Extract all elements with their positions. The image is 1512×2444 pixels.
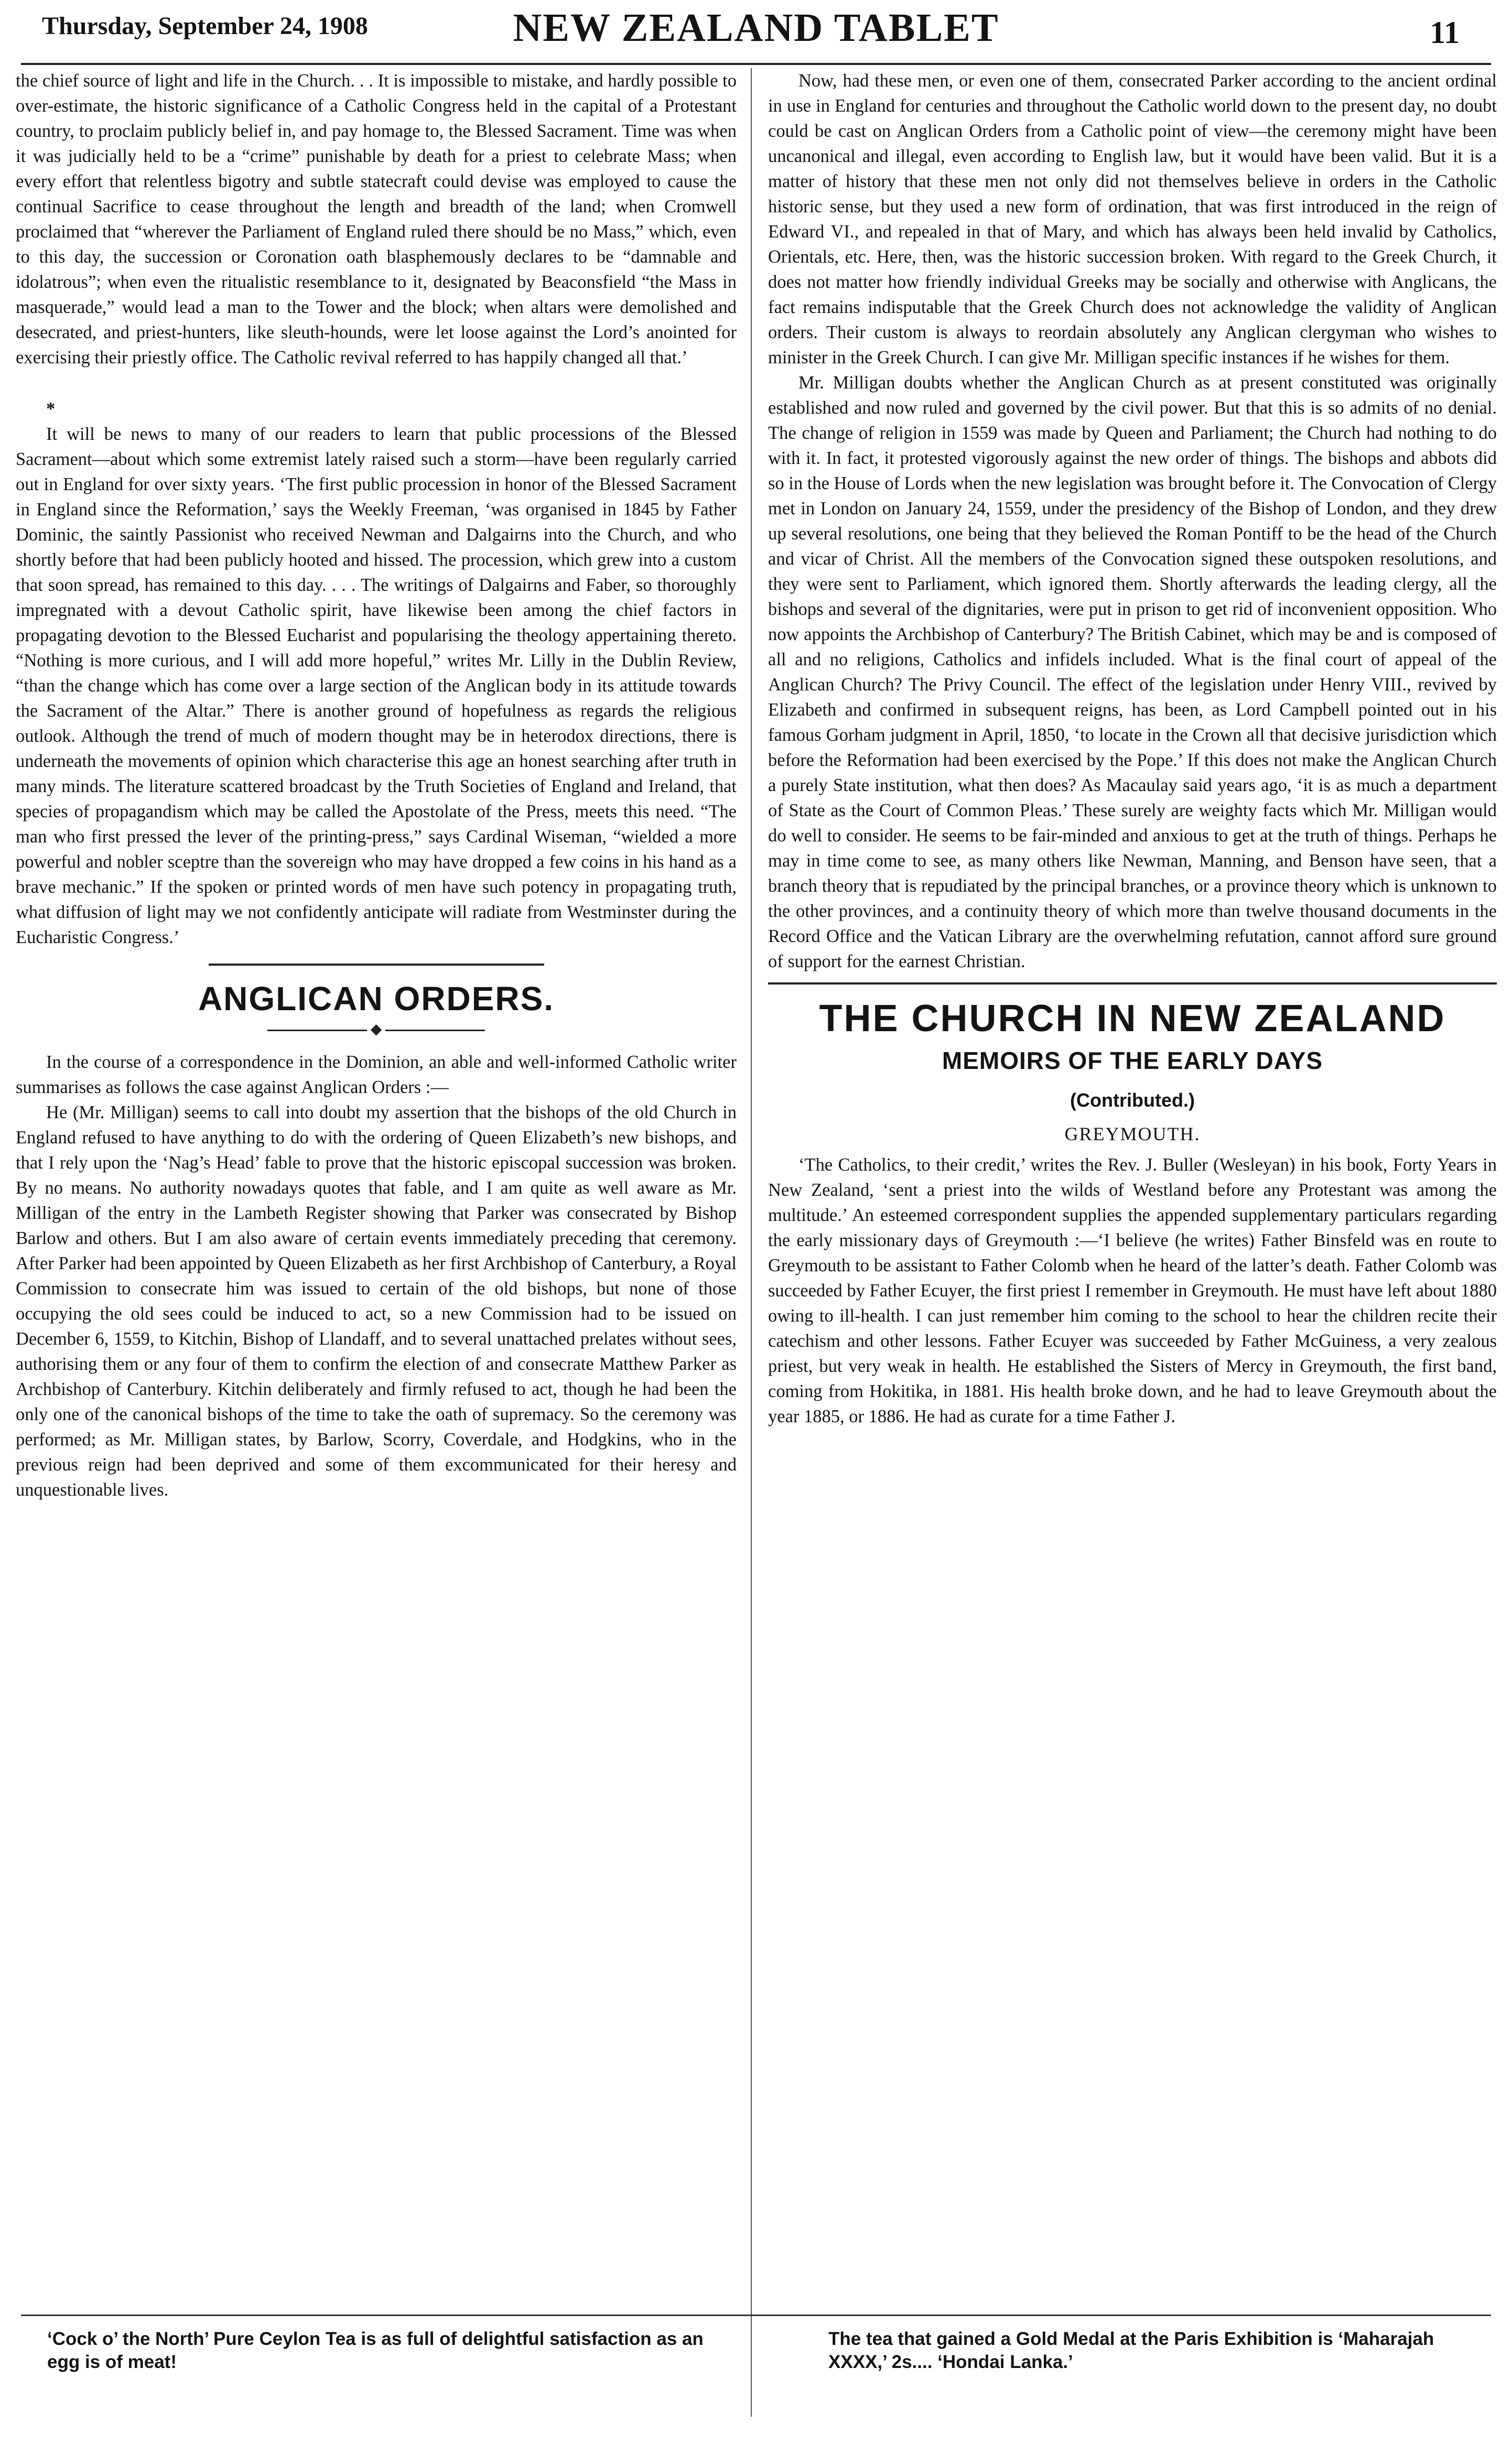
contributed-label: (Contributed.): [1070, 1089, 1195, 1111]
footer-advert-left: ‘Cock o’ the North’ Pure Ceylon Tea is as full of delightful satisfaction as an egg is of meat!: [47, 2329, 704, 2372]
masthead: [21, 5, 1491, 65]
article-paragraph: In the course of a correspondence in the Dominion, an able and well-informed Catholic writer summarises as follows the case against Anglican Orders :—: [16, 1052, 737, 1097]
left-column: [16, 68, 737, 2296]
newspaper-title: NEW ZEALAND TABLET: [513, 6, 999, 50]
section-subheading: MEMOIRS OF THE EARLY DAYS: [942, 1047, 1323, 1074]
article-paragraph: the chief source of light and life in the Church. . . It is impossible to mistake, and hardly possible to over-estimate, the historic significance of a Catholic Congress held in the capital of a Protestant country, to proclaim publicly belief in, and pay homage to, the Blessed Sacrament. Time was when it was judicially held to be a “crime” punishable by death for a priest to celebrate Mass; when every effort that relentless bigotry and subtle statecraft could devise was employed to cause the continual Sacrifice to cease throughout the length and breadth of the land; when Cromwell proclaimed that “wherever the Parliament of England ruled there should be no Mass,” which, even to this day, the succession or Coronation oath blasphemously declares to be “damnable and idolatrous”; when even the ritualistic resemblance to it, designated by Beaconsfield “the Mass in masquerade,” would lead a man to the Tower and the block; when altars were demolished and desecrated, and priest-hunters, like sleuth-hounds, were let loose against the Lord’s anointed for exercising their priestly office. The Catholic revival referred to has happily changed all that.’: [16, 71, 737, 367]
heading-rule: [768, 982, 1497, 985]
article-paragraph: He (Mr. Milligan) seems to call into doubt my assertion that the bishops of the old Church in England refused to have anything to do with the ordering of Queen Elizabeth’s new bishops, and that I rely upon the ‘Nag’s Head’ fable to prove that the historic episcopal succession was broken. By no means. No authority nowadays quotes that fable, and I am quite as well aware as Mr. Milligan of the entry in the Lambeth Register showing that Parker was consecrated by Bishop Barlow and others. But I am also aware of certain events immediately preceding that ceremony. After Parker had been appointed by Queen Elizabeth as her first Archbishop of Canterbury, a Royal Commission to consecrate him was issued to certain of the old bishops, but none of those occupying the old sees could be induced to act, so a new Commission had to be issued on December 6, 1559, to Kitchin, Bishop of Llandaff, and to several unattached prelates without sees, authorising them or any four of them to confirm the election of and consecrate Matthew Parker as Archbishop of Canterbury. Kitchin deliberately and firmly refused to act, though he had been the only one of the canonical bishops of the time to take the oath of supremacy. So the ceremony was performed; as Mr. Milligan states, by Barlow, Scorry, Coverdale, and Hodgkins, who in the previous reign had been deprived and some of them excommunicated for their heresy and unquestionable lives.: [16, 1102, 737, 1500]
ornament-divider: ◆: [16, 1022, 737, 1037]
section-star: *: [46, 399, 56, 419]
section-heading-church-nz: THE CHURCH IN NEW ZEALAND: [819, 998, 1446, 1040]
footer-advert-right: The tea that gained a Gold Medal at the Paris Exhibition is ‘Maharajah XXXX,’ 2s.... ‘Hondai Lanka.’: [828, 2329, 1434, 2372]
section-place-heading: GREYMOUTH.: [1064, 1123, 1201, 1144]
page-number: 11: [1430, 15, 1460, 50]
heading-rule: [209, 964, 544, 966]
section-heading-anglican-orders: ANGLICAN ORDERS.: [198, 980, 555, 1018]
issue-date: Thursday, September 24, 1908: [42, 12, 368, 40]
right-column: [768, 68, 1497, 2296]
column-divider: [751, 68, 752, 2417]
article-paragraph: Mr. Milligan doubts whether the Anglican Church as at present constituted was originally established and now ruled and governed by the civil power. But that this is so admits of no denial. The change of religion in 1559 was made by Queen and Parliament; the Church had nothing to do with it. In fact, it protested vigorously against the new order of things. The bishops and abbots did so in the House of Lords when the new legislation was brought before it. The Convocation of Clergy met in London on January 24, 1559, under the presidency of the Bishop of London, and they drew up several resolutions, one being that they believed the Roman Pontiff to be the head of the Church and vicar of Christ. All the members of the Convocation signed these outspoken resolutions, and they were sent to Parliament, which ignored them. Shortly afterwards the leading clergy, all the bishops and several of the dignitaries, were put in prison to get rid of inconvenient opposition. Who now appoints the Archbishop of Canterbury? The British Cabinet, which may be and is composed of all and no religions, Catholics and infidels included. What is the final court of appeal of the Anglican Church? The Privy Council. The effect of the legislation under Henry VIII., revived by Elizabeth and confirmed in subsequent reigns, has been, as Lord Campbell pointed out in his famous Gorham judgment in April, 1850, ‘to locate in the Crown all that decisive jurisdiction which before the Reformation had been exercised by the Pope.’ If this does not make the Anglican Church a purely State institution, what then does? As Macaulay said years ago, ‘it is as much a department of State as the Court of Common Pleas.’ These surely are weighty facts which Mr. Milligan would do well to consider. He seems to be fair-minded and anxious to get at the truth of things. Perhaps he may in time come to see, as many others like Newman, Manning, and Benson have seen, that a branch theory that is repudiated by the principal branches, or a province theory which is unknown to the other provinces, and a continuity theory of which more than twelve thousand documents in the Record Office and the Vatican Library are the overwhelming refutation, cannot afford sure ground of support for the earnest Christian.: [768, 373, 1497, 971]
article-paragraph: Now, had these men, or even one of them, consecrated Parker according to the ancient ordinal in use in England for centuries and throughout the Catholic world down to the present day, no doubt could be cast on Anglican Orders from a Catholic point of view—the ceremony might have been uncanonical and illegal, even according to English law, but it would have been valid. But it is a matter of history that these men not only did not themselves believe in orders in the Catholic historic sense, but they used a new form of ordination, that was first introduced in the reign of Edward VI., and repealed in that of Mary, and which has always been held invalid by Catholics, Orientals, etc. Here, then, was the historic succession broken. With regard to the Greek Church, it does not matter how friendly individual Greeks may be socially and otherwise with Anglicans, the fact remains indisputable that the Greek Church does not acknowledge the validity of Anglican orders. Their custom is always to reordain absolutely any Anglican clergyman who wishes to minister in the Greek Church. I can give Mr. Milligan specific instances if he wishes for them.: [768, 71, 1497, 367]
article-paragraph: It will be news to many of our readers to learn that public processions of the Blessed Sacrament—about which some extremist lately raised such a storm—have been regularly carried out in England for over sixty years. ‘The first public procession in honor of the Blessed Sacrament in England since the Reformation,’ says the Weekly Freeman, ‘was organised in 1845 by Father Dominic, the saintly Passionist who received Newman and Dalgairns into the Church, and who shortly before that had been publicly hooted and hissed. The procession, which grew into a custom that soon spread, has remained to this day. . . . The writings of Dalgairns and Faber, so thoroughly impregnated with a devout Catholic spirit, have likewise been among the chief factors in propagating devotion to the Blessed Eucharist and popularising the theology appertaining thereto. “Nothing is more curious, and I will add more hopeful,” writes Mr. Lilly in the Dublin Review, “than the change which has come over a large section of the Anglican body in its attitude towards the Sacrament of the Altar.” There is another ground of hopefulness as regards the religious outlook. Although the trend of much of modern thought may be in heterodox directions, there is underneath the movements of opinion which characterise this age an honest searching after truth in many minds. The literature scattered broadcast by the Truth Societies of England and Ireland, that species of propagandism which may be called the Apostolate of the Press, meets this need. “The man who first pressed the lever of the printing-press,” says Cardinal Wiseman, “wielded a more powerful and nobler sceptre than the sovereign who may have dropped a few coins in his hand as a brave mechanic.” If the spoken or printed words of men have such potency in propagating truth, what diffusion of light may we not confidently anticipate will radiate from Westminster during the Eucharistic Congress.’: [16, 424, 737, 947]
article-paragraph: ‘The Catholics, to their credit,’ writes the Rev. J. Buller (Wesleyan) in his book, Forty Years in New Zealand, ‘sent a priest into the wilds of Westland before any Protestant was among the multitude.’ An esteemed correspondent supplies the appended supplementary particulars regarding the early missionary days of Greymouth :—‘I believe (he writes) Father Binsfeld was en route to Greymouth to be assistant to Father Colomb when he heard of the latter’s death. Father Colomb was succeeded by Father Ecuyer, the first priest I remember in Greymouth. He must have left about 1880 owing to ill-health. I can just remember him coming to the school to hear the children recite their catechism and other lessons. Father Ecuyer was succeeded by Father McGuiness, a very zealous priest, but very weak in health. He established the Sisters of Mercy in Greymouth, the first band, coming from Hokitika, in 1881. His health broke down, and he had to leave Greymouth about the year 1885, or 1886. He had as curate for a time Father J.: [768, 1155, 1497, 1426]
footer-rule: [21, 2315, 1491, 2316]
